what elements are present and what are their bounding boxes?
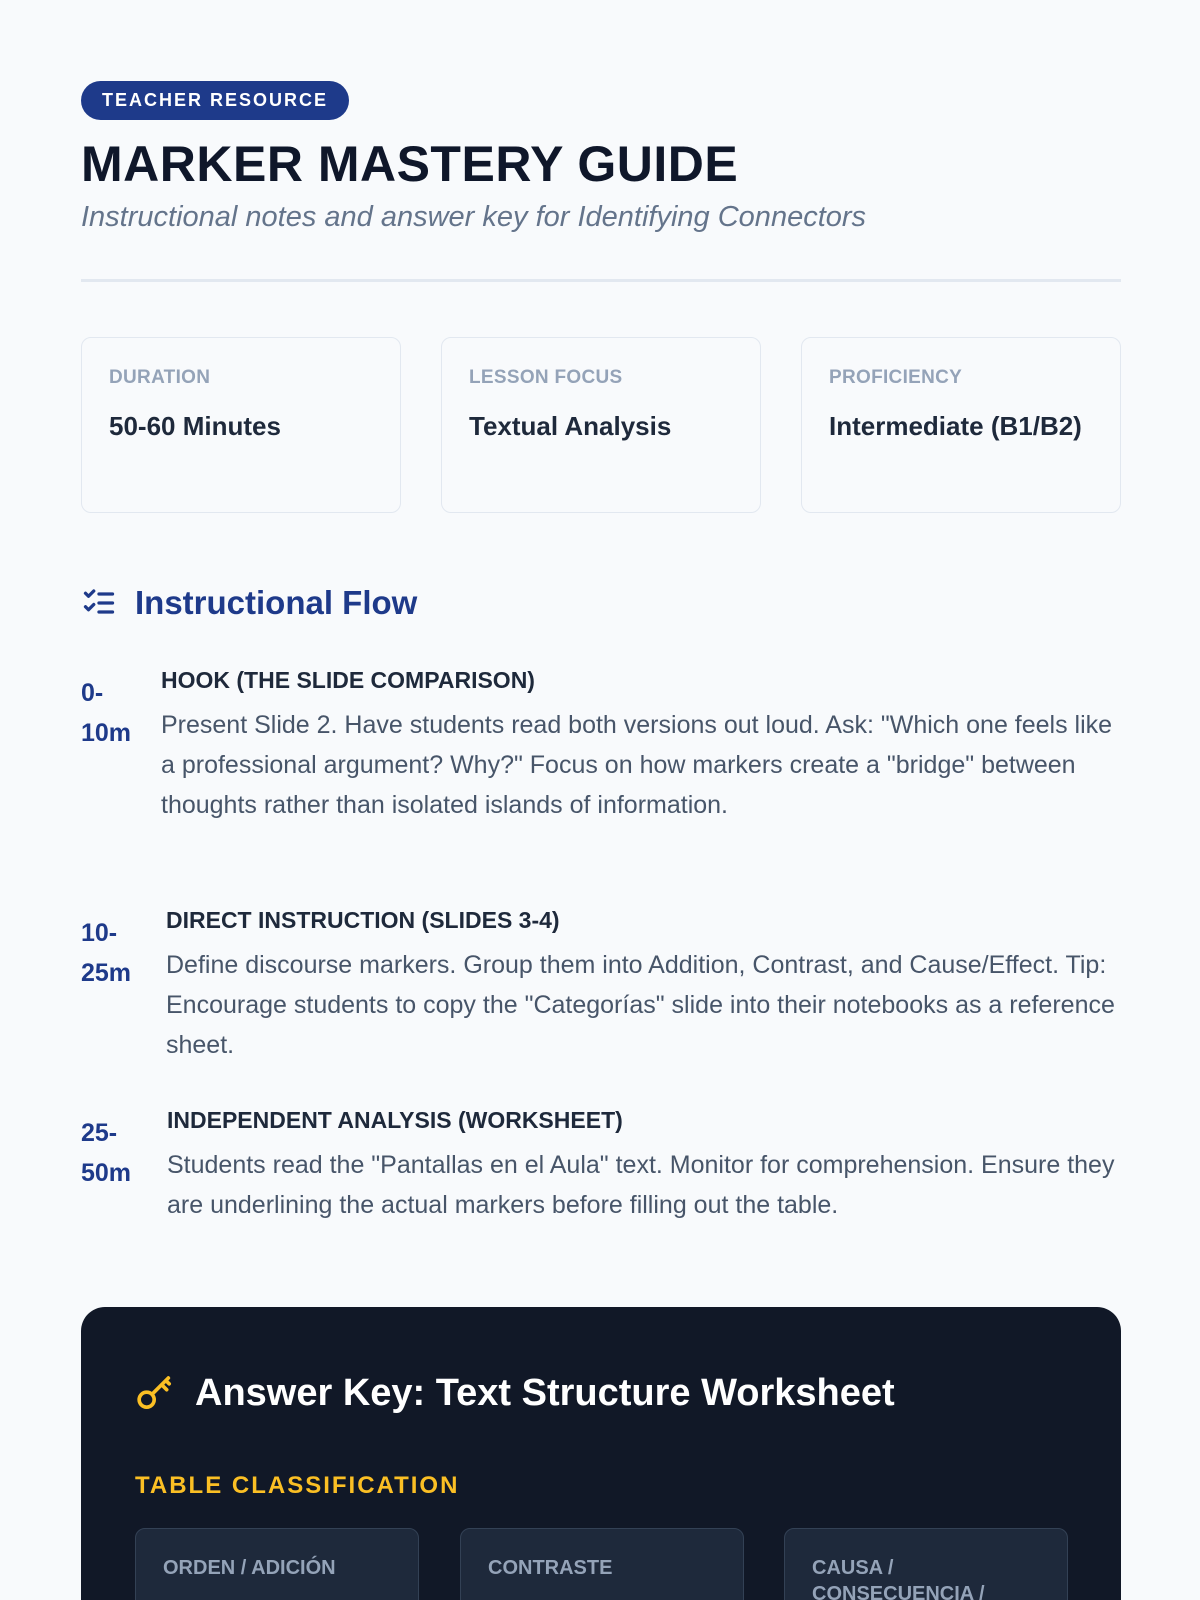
classification-label: CONTRASTE — [488, 1557, 613, 1579]
table-classification-label: TABLE CLASSIFICATION — [135, 1472, 460, 1499]
answer-key-panel — [81, 1307, 1121, 1600]
classification-card-contraste — [460, 1528, 744, 1600]
meta-value: 50-60 Minutes — [109, 411, 281, 441]
meta-card-duration — [81, 337, 401, 513]
meta-card-lesson-focus — [441, 337, 761, 513]
flow-text: Define discourse markers. Group them into Addition, Contrast, and Cause/Effect. Tip: Encourage students to copy the "Categorías" slide into their notebooks as a reference sheet. — [166, 951, 1115, 1059]
classification-label: ORDEN / ADICIÓN — [163, 1557, 336, 1579]
flow-heading: INDEPENDENT ANALYSIS (WORKSHEET) — [167, 1107, 623, 1133]
meta-label: PROFICIENCY — [829, 367, 963, 388]
meta-value: Intermediate (B1/B2) — [829, 411, 1082, 441]
flow-time: 10- 25m — [81, 919, 132, 987]
meta-value: Textual Analysis — [469, 411, 672, 441]
flow-time: 25- 50m — [81, 1119, 132, 1187]
meta-card-proficiency — [801, 337, 1121, 513]
checklist-icon — [81, 585, 117, 621]
section-title: Instructional Flow — [135, 584, 418, 621]
page-subtitle: Instructional notes and answer key for Identifying Connectors — [81, 201, 867, 233]
classification-card-causa — [784, 1528, 1068, 1600]
page-title: MARKER MASTERY GUIDE — [81, 136, 739, 192]
key-icon — [135, 1373, 175, 1413]
instructional-flow-header — [81, 581, 417, 625]
header-divider — [81, 279, 1121, 282]
answer-key-title: Answer Key: Text Structure Worksheet — [195, 1371, 895, 1414]
flow-item-hook — [81, 667, 1121, 825]
flow-text: Students read the "Pantallas en el Aula" text. Monitor for comprehension. Ensure they are underlining the actual markers before filling out the table. — [167, 1151, 1115, 1219]
flow-heading: DIRECT INSTRUCTION (SLIDES 3-4) — [166, 907, 560, 933]
teacher-resource-badge: TEACHER RESOURCE — [81, 81, 349, 120]
classification-label: CAUSA / CONSECUENCIA / — [812, 1557, 985, 1600]
flow-item-independent-analysis — [81, 1107, 1121, 1225]
flow-time: 0- 10m — [81, 679, 132, 747]
flow-text: Present Slide 2. Have students read both versions out loud. Ask: "Which one feels like a professional argument? Why?" Focus on how markers create a "bridge" between thoughts rather than isolated islands of information. — [161, 711, 1113, 819]
classification-card-orden — [135, 1528, 419, 1600]
meta-label: LESSON FOCUS — [469, 367, 623, 388]
flow-item-direct-instruction — [81, 907, 1121, 1065]
flow-heading: HOOK (THE SLIDE COMPARISON) — [161, 667, 535, 693]
meta-label: DURATION — [109, 367, 211, 388]
answer-key-header — [135, 1367, 895, 1419]
